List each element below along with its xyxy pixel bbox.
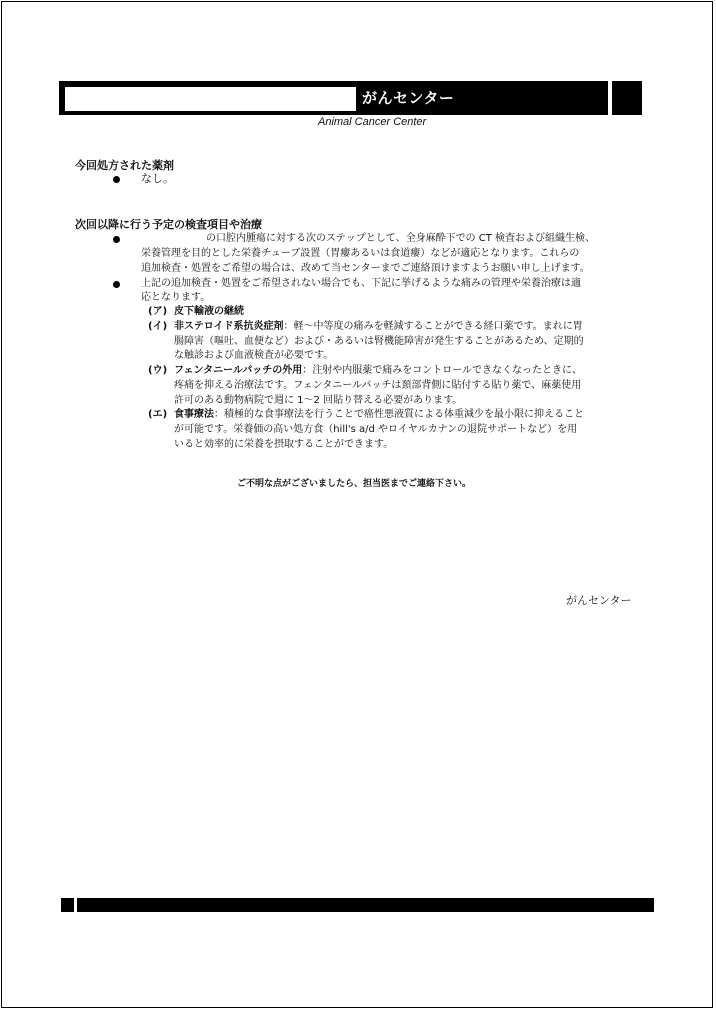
item-text: ：軽～中等度の痛みを軽減することができる経口薬です。まれに胃 [283, 321, 583, 332]
plan-bullet1-line: 栄養管理を目的とした栄養チューブ設置（胃瘻あるいは食道瘻）などが適応となります。これらの [141, 248, 580, 259]
contact-notice: ご不明な点がございましたら、担当医までご連絡下さい。 [237, 479, 472, 489]
redacted-name-box [65, 87, 356, 111]
plan-bullet2-line: 応となります。 [141, 292, 211, 303]
signature: がんセンター [566, 594, 632, 607]
header-end-block [612, 81, 642, 115]
item-text: ：積極的な食事療法を行うことで癌性悪液質による体重減少を最小限に抑えること [214, 409, 584, 420]
prescription-title: 今回処方された薬剤 [75, 159, 174, 172]
item-text: ：注射や内服薬で痛みをコントロールできなくなったときに、 [302, 365, 583, 376]
item-line: 疼痛を抑える治療法です。フェンタニールパッチは頚部背側に貼付する貼り薬で、麻薬使用 [174, 380, 582, 391]
item-line: 許可のある動物病院で週に 1～2 回貼り替える必要があります。 [174, 395, 463, 406]
item-label: (ア) [148, 306, 168, 317]
plan-bullet1-line: の口腔内腫瘍に対する次のステップとして、全身麻酔下での CT 検査および組織生検、 [206, 233, 596, 244]
item-line: 腸障害（嘔吐、血便など）および・あるいは腎機能障害が発生することがあるため、定期的 [174, 336, 584, 347]
item-line [174, 409, 584, 421]
item-title-diet: 食事療法 [174, 409, 214, 420]
item-label: (ウ) [148, 365, 168, 376]
item-line [174, 365, 582, 377]
item-label: (イ) [148, 321, 168, 332]
item-line: が可能です。栄養価の高い処方食（hill's a/d やロイヤルカナンの退院サポートなど）を用 [174, 424, 578, 435]
item-label: (エ) [148, 409, 168, 420]
page-border [1, 1, 713, 1008]
header-subtitle: Animal Cancer Center [318, 116, 427, 128]
bullet-icon [113, 281, 120, 288]
item-title-nsaid: 非ステロイド系抗炎症剤 [174, 321, 284, 332]
item-line: いると効率的に栄養を摂取することができます。 [174, 439, 394, 450]
prescription-item: なし。 [141, 172, 174, 185]
item-line [174, 321, 583, 333]
plan-bullet1-line: 追加検査・処置をご希望の場合は、改めて当センターまでご連絡頂けますようお願い申し上げます。 [141, 263, 590, 274]
footer-bar [77, 898, 654, 912]
item-line: な触診および血液検査が必要です。 [174, 350, 334, 361]
bullet-icon [113, 176, 120, 183]
plan-bullet2-line: 上記の追加検査・処置をご希望されない場合でも、下記に挙げるような痛みの管理や栄養治療は適 [141, 278, 581, 289]
item-title-fentanyl: フェンタニールパッチの外用 [174, 365, 303, 376]
footer-square [61, 898, 74, 912]
item-title-subcutaneous-fluids: 皮下輸液の継続 [174, 306, 244, 317]
plan-title: 次回以降に行う予定の検査項目や治療 [75, 218, 262, 231]
header-title: がんセンター [362, 89, 455, 107]
bullet-icon [113, 236, 120, 243]
